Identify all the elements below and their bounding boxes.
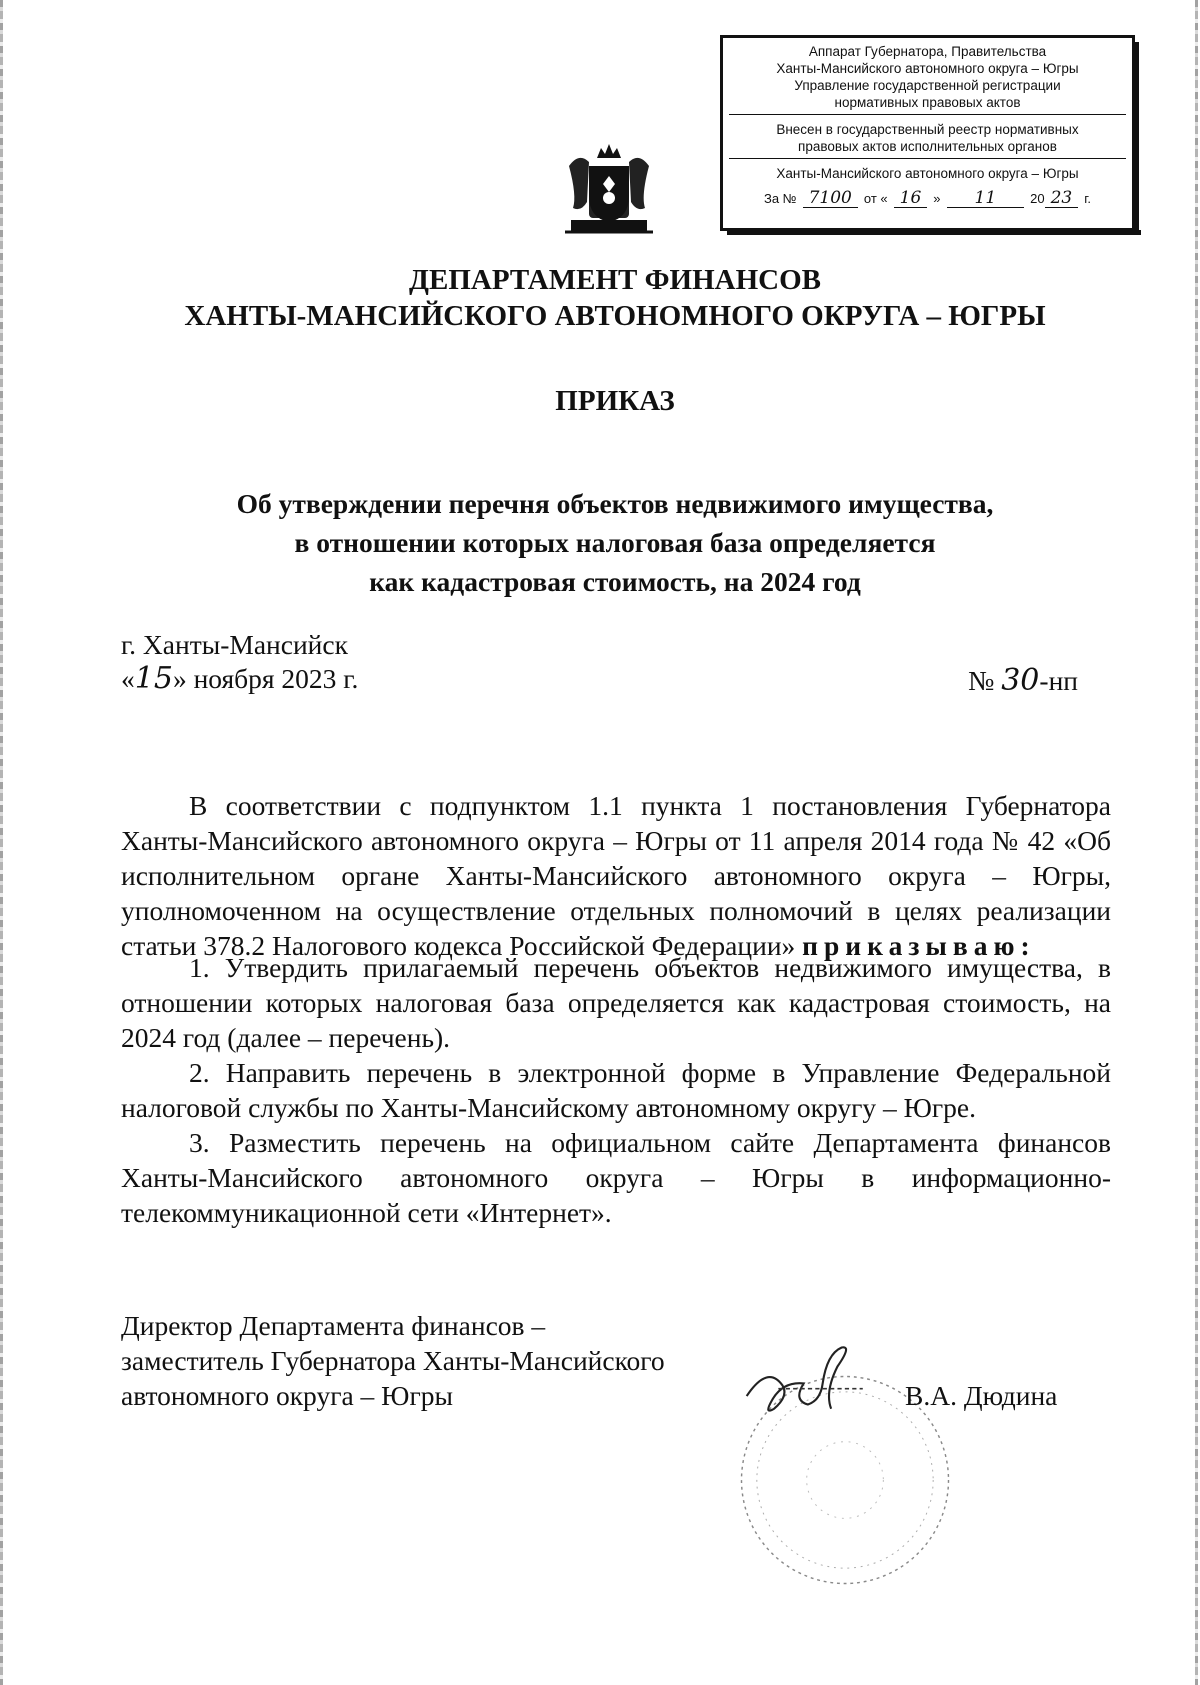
place-and-date <box>121 628 358 696</box>
date-rest: » ноября 2023 г. <box>172 663 359 694</box>
order-number <box>968 663 1078 698</box>
document-subject <box>0 484 1200 601</box>
position-line: автономного округа – Югры <box>121 1380 453 1411</box>
stamp-line: правовых актов исполнительных органов <box>798 139 1057 154</box>
coat-of-arms-emblem <box>561 136 657 236</box>
order-item-1: 1. Утвердить прилагаемый перечень объектов недвижимого имущества, в отношении которых налоговая база определяется как кадастровая стоимость, на 2024 год (далее – перечень). <box>121 952 1111 1053</box>
number-handwritten: 30 <box>1001 663 1040 698</box>
number-prefix: № <box>968 665 995 696</box>
reg-day-handwritten: 16 <box>894 190 928 208</box>
handwritten-signature <box>735 1338 885 1433</box>
stamp-line: Управление государственной регистрации <box>794 78 1061 93</box>
preamble-text: В соответствии с подпунктом 1.1 пункта 1 постановления Губернатора Ханты-Мансийского автономного округа – Югры от 11 апреля 2014 года № 42 «Об исполнительном органе Ханты-Мансийского автономного округа – Югры, уполномоченном на осуществление отдельных полномочий в целях реализации статьи 378.2 Налогового кодекса Российской Федерации» <box>121 790 1111 961</box>
subject-line: в отношении которых налоговая база определяется <box>294 527 936 558</box>
order-item-3 <box>121 1125 1111 1230</box>
signer-name: В.А. Дюдина <box>905 1380 1058 1411</box>
reg-prefix: За № <box>763 191 797 206</box>
order-word: приказываю: <box>802 930 1036 961</box>
stamp-divider <box>729 158 1126 159</box>
order-item-3-text-end: телекоммуникационной сети «Интернет». <box>121 1197 612 1228</box>
reg-year-handwritten: 23 <box>1045 190 1079 208</box>
registration-stamp <box>720 35 1135 231</box>
department-heading <box>0 262 1200 334</box>
reg-suffix: г. <box>1084 191 1092 206</box>
position-line: Директор Департамента финансов – <box>121 1310 546 1341</box>
stamp-line: Ханты-Мансийского автономного округа – Югры <box>776 61 1079 76</box>
number-suffix: -нп <box>1039 665 1078 696</box>
stamp-line: нормативных правовых актов <box>834 95 1021 110</box>
stamp-line: Внесен в государственный реестр нормативных <box>776 122 1079 137</box>
scan-edge-left <box>0 0 3 1685</box>
reg-close: » <box>933 191 941 206</box>
stamp-line: Ханты-Мансийского автономного округа – Югры <box>776 166 1079 181</box>
stamp-registration-line <box>723 190 1132 208</box>
position-line: заместитель Губернатора Ханты-Мансийского <box>121 1345 665 1376</box>
stamp-shadow-right <box>1134 42 1139 230</box>
stamp-shadow-bottom <box>727 230 1141 235</box>
stamp-divider <box>729 114 1126 115</box>
order-items <box>121 950 1111 1230</box>
subject-line: Об утверждении перечня объектов недвижимого имущества, <box>236 488 994 519</box>
subject-line: как кадастровая стоимость, на 2024 год <box>369 566 861 597</box>
reg-month-handwritten: 11 <box>947 190 1025 208</box>
signer-position <box>121 1308 665 1413</box>
reg-from: от « <box>863 191 888 206</box>
date-day-handwritten: 15 <box>134 661 173 696</box>
order-item-3-text: 3. Разместить перечень на официальном сайте Департамента финансов Ханты-Мансийского автономного округа – Югры в информационно- <box>121 1127 1111 1193</box>
reg-number-handwritten: 7100 <box>803 190 858 208</box>
department-line: ХАНТЫ-МАНСИЙСКОГО АВТОНОМНОГО ОКРУГА – ЮГРЫ <box>184 300 1046 332</box>
document-type: ПРИКАЗ <box>555 385 675 417</box>
date-open: « <box>121 663 135 694</box>
issue-date <box>121 662 358 696</box>
scan-edge-right <box>1195 0 1198 1685</box>
order-item-2: 2. Направить перечень в электронной форме в Управление Федеральной налоговой службы по Ханты-Мансийскому автономному округу – Югре. <box>121 1057 1111 1123</box>
reg-year-prefix: 20 <box>1030 191 1045 206</box>
city: г. Ханты-Мансийск <box>121 629 348 660</box>
preamble <box>121 788 1111 963</box>
department-line: ДЕПАРТАМЕНТ ФИНАНСОВ <box>409 264 821 296</box>
stamp-line: Аппарат Губернатора, Правительства <box>808 44 1047 59</box>
